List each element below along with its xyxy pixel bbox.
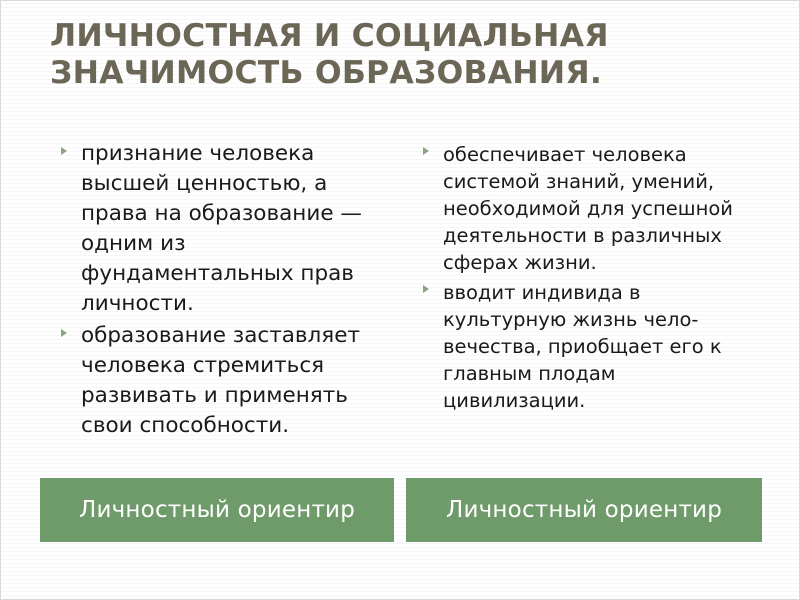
- triangle-bullet-icon: [61, 147, 67, 155]
- triangle-bullet-icon: [61, 329, 67, 337]
- list-item: [61, 139, 391, 319]
- triangle-bullet-icon: [423, 285, 429, 293]
- triangle-bullet-icon: [423, 147, 429, 155]
- left-bullet-list: [61, 139, 391, 443]
- bullet-text: признание человека высшей ценностью, а права на образование — одним из фундаментальных прав личности.: [81, 141, 362, 316]
- list-item: [423, 279, 763, 414]
- right-bullet-list: [423, 141, 763, 417]
- slide-title: ЛИЧНОСТНАЯ И СОЦИАЛЬНАЯ ЗНАЧИМОСТЬ ОБРАЗОВАНИЯ.: [50, 18, 609, 91]
- list-item: [61, 321, 391, 441]
- list-item: [423, 141, 763, 276]
- bullet-text: обеспечивает человека системой знаний, умений, необходимой для успешной деятельности в различных сферах жизни.: [443, 143, 733, 274]
- left-orientation-label: Личностный ориентир: [40, 478, 394, 542]
- right-orientation-label: Личностный ориентир: [406, 478, 762, 542]
- bullet-text: образование заставляет человека стремиться развивать и применять свои способности.: [81, 323, 360, 438]
- bullet-text: вводит индивида в культурную жизнь чело-вечества, приобщает его к главным плодам цивилизации.: [443, 281, 722, 412]
